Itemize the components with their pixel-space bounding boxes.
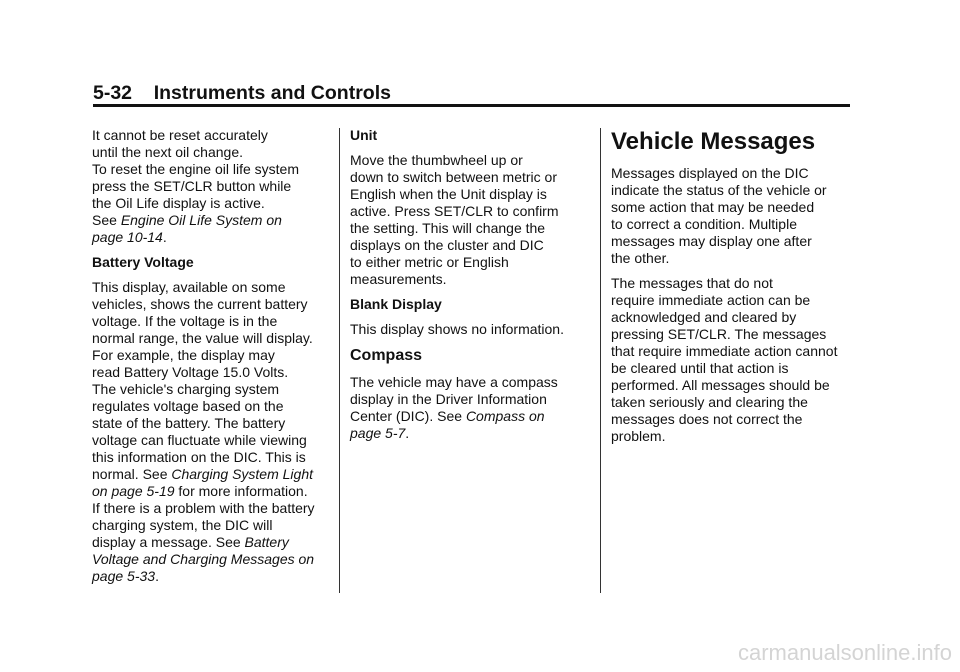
page-title xyxy=(93,82,391,104)
blank-display-heading: Blank Display xyxy=(350,296,442,312)
vehicle-messages-body: The messages that do not require immediate action can be acknowledged and cleared by pressing SET/CLR. The messages that require immediate action cannot be cleared until that action is performed. All messages should be taken seriously and clearing the messages does not correct the problem. xyxy=(611,275,838,444)
column-3 xyxy=(611,127,851,445)
battery-voltage-heading: Battery Voltage xyxy=(92,254,194,270)
compass-body: The vehicle may have a compass display in the Driver Information Center (DIC). See Compass on page 5-7. xyxy=(350,374,558,441)
compass-link[interactable]: Compass on page 5-7 xyxy=(350,408,545,441)
charging-system-light-link[interactable]: Charging System Light on page 5-19 xyxy=(92,466,314,499)
unit-heading: Unit xyxy=(350,127,378,143)
watermark: carmanualsonline.info xyxy=(737,640,952,665)
header-rule xyxy=(93,104,850,107)
unit-body: Move the thumbwheel up or down to switch between metric or English when the Unit display is active. Press SET/CLR to confirm the setting. This will change the displays on the cluster and DIC to either metric or English measurements. xyxy=(350,152,559,287)
page-header xyxy=(93,80,850,106)
column-1 xyxy=(92,127,330,585)
vehicle-messages-intro: Messages displayed on the DIC indicate the status of the vehicle or some action that may be needed to correct a condition. Multiple messages may display one after the other. xyxy=(611,165,827,266)
column-divider-right xyxy=(600,128,601,593)
page-number: 5-32 xyxy=(93,82,133,104)
oil-reset-note: It cannot be reset accurately until the next oil change. xyxy=(92,127,268,160)
vehicle-messages-heading: Vehicle Messages xyxy=(611,128,816,155)
battery-voltage-body: This display, available on some vehicles, shows the current battery voltage. If the voltage is in the normal range, the value will display. For example, the display may read Battery Voltage 15.0 Volts. The vehicle's charging system regulates voltage based on the state of the battery. The battery voltage can fluctuate while viewing this information on the DIC. This is normal. See Charging System Light on page 5-19 for more information. If there is a problem with the battery charging system, the DIC will display a message. See Battery Voltage and Charging Messages on page 5-33. xyxy=(92,279,315,584)
oil-reset-instructions: To reset the engine oil life system press the SET/CLR button while the Oil Life display is active. See Engine Oil Life System on page 10-14. xyxy=(92,161,299,245)
column-2 xyxy=(350,127,588,442)
battery-voltage-messages-link[interactable]: Battery Voltage and Charging Messages on page 5-33 xyxy=(92,534,315,584)
column-divider-left xyxy=(339,128,340,593)
section-title: Instruments and Controls xyxy=(153,82,391,104)
compass-heading: Compass xyxy=(350,347,423,364)
engine-oil-life-link[interactable]: Engine Oil Life System on page 10-14 xyxy=(92,212,282,245)
blank-display-body: This display shows no information. xyxy=(350,321,564,337)
